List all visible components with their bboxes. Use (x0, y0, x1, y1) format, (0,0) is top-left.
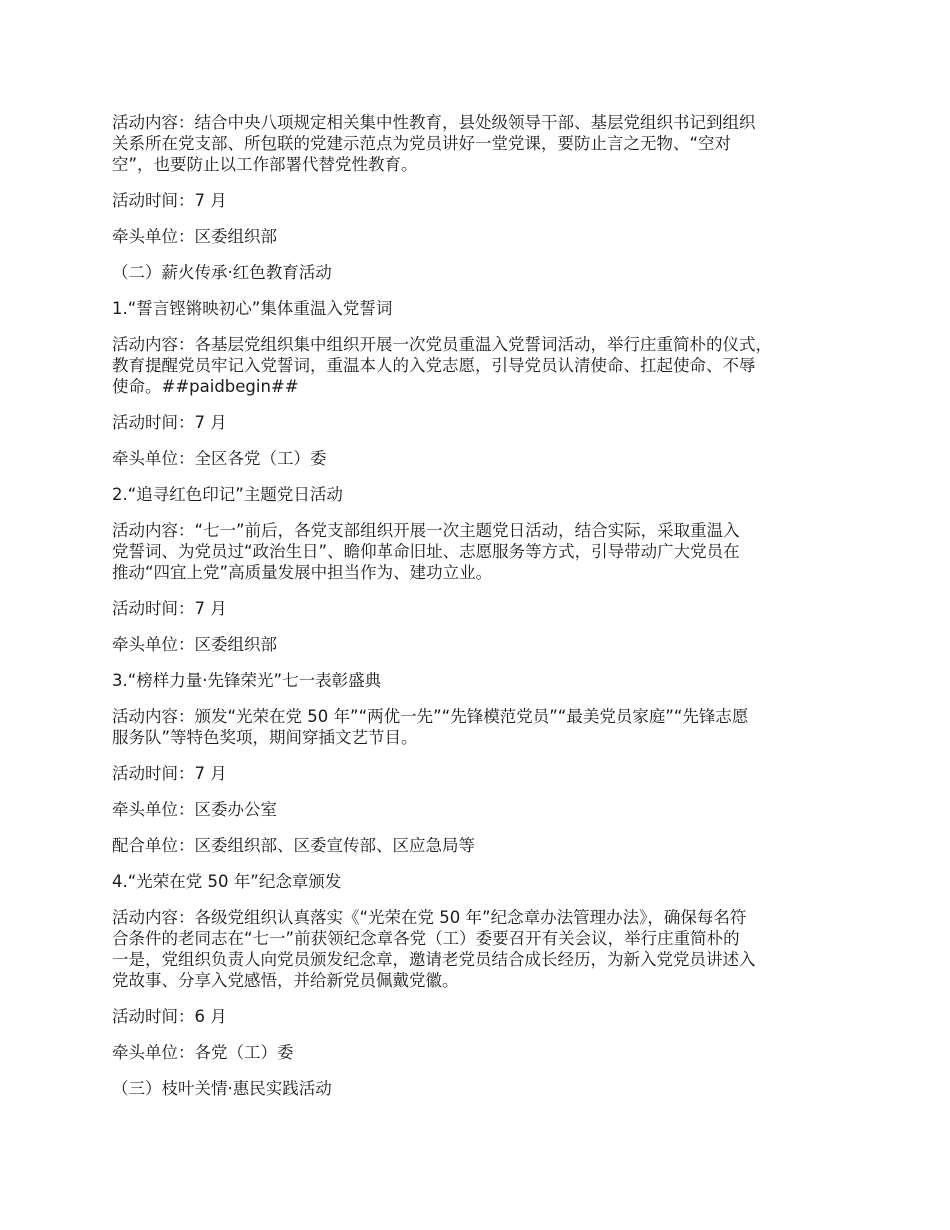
text-line: 活动时间：7 月 (112, 764, 227, 783)
text-line: 党故事、分享入党感悟，并给新党员佩戴党徽。 (112, 971, 459, 990)
text-line: 2.“追寻红色印记”主题党日活动 (112, 485, 343, 504)
text-line: 合条件的老同志在“七一”前获领纪念章各党（工）委要召开有关会议，举行庄重简朴的 (112, 929, 740, 948)
text-line: 牵头单位：区委组织部 (112, 227, 277, 246)
paragraph (112, 907, 842, 991)
paragraph (112, 112, 842, 175)
paragraph (112, 835, 842, 856)
paragraph (112, 634, 842, 655)
text-line: 牵头单位：全区各党（工）委 (112, 449, 327, 468)
paragraph (112, 763, 842, 784)
paragraph (112, 334, 842, 397)
text-line: 活动时间：7 月 (112, 191, 227, 210)
paragraph (112, 1042, 842, 1063)
paragraph (112, 226, 842, 247)
paragraph (112, 484, 842, 505)
text-line: 教育提醒党员牢记入党誓词，重温本人的入党志愿，引导党员认清使命、扛起使命、不辱 (112, 356, 756, 375)
paragraph (112, 670, 842, 691)
paragraph (112, 706, 842, 748)
text-line: 活动内容：结合中央八项规定相关集中性教育，县处级领导干部、基层党组织书记到组织 (112, 113, 756, 132)
text-line: 推动“四宜上党”高质量发展中担当作为、建功立业。 (112, 563, 493, 582)
paragraph (112, 448, 842, 469)
text-line: 活动内容：各级党组织认真落实《“光荣在党 50 年”纪念章办法管理办法》，确保每名符 (112, 908, 747, 927)
paragraph (112, 190, 842, 211)
paragraph (112, 799, 842, 820)
paragraph (112, 1078, 842, 1099)
text-line: 活动时间：7 月 (112, 599, 227, 618)
text-line: 活动时间：7 月 (112, 413, 227, 432)
paragraph (112, 262, 842, 283)
text-line: 一是，党组织负责人向党员颁发纪念章，邀请老党员结合成长经历，为新入党党员讲述入 (112, 950, 756, 969)
text-line: 配合单位：区委组织部、区委宣传部、区应急局等 (112, 836, 475, 855)
paragraph (112, 412, 842, 433)
text-line: 活动内容：颁发“光荣在党 50 年”“两优一先”“先锋模范党员”“最美党员家庭”“先锋志愿 (112, 707, 749, 726)
text-line: （二）薪火传承·红色教育活动 (112, 263, 332, 282)
text-line: 活动时间：6 月 (112, 1007, 227, 1026)
text-line: 牵头单位：各党（工）委 (112, 1043, 294, 1062)
text-line: 牵头单位：区委组织部 (112, 635, 277, 654)
text-line: 活动内容：各基层党组织集中组织开展一次党员重温入党誓词活动，举行庄重简朴的仪式， (112, 335, 772, 354)
text-line: 党誓词、为党员过“政治生日”、瞻仰革命旧址、志愿服务等方式，引导带动广大党员在 (112, 542, 740, 561)
text-line: 1.“誓言铿锵映初心”集体重温入党誓词 (112, 299, 393, 318)
text-line: 4.“光荣在党 50 年”纪念章颁发 (112, 872, 342, 891)
text-line: 使命。##paidbegin## (112, 377, 299, 396)
paragraph (112, 520, 842, 583)
paragraph (112, 871, 842, 892)
text-line: 牵头单位：区委办公室 (112, 800, 277, 819)
text-line: 3.“榜样力量·先锋荣光”七一表彰盛典 (112, 671, 382, 690)
text-line: 活动内容：“七一”前后，各党支部组织开展一次主题党日活动，结合实际，采取重温入 (112, 521, 740, 540)
text-line: 服务队”等特色奖项，期间穿插文艺节目。 (112, 728, 418, 747)
document-page (112, 112, 842, 1114)
text-line: 关系所在党支部、所包联的党建示范点为党员讲好一堂党课，要防止言之无物、“空对 (112, 134, 732, 153)
text-line: （三）枝叶关情·惠民实践活动 (112, 1079, 332, 1098)
paragraph (112, 598, 842, 619)
text-line: 空”，也要防止以工作部署代替党性教育。 (112, 155, 418, 174)
paragraph (112, 298, 842, 319)
paragraph (112, 1006, 842, 1027)
